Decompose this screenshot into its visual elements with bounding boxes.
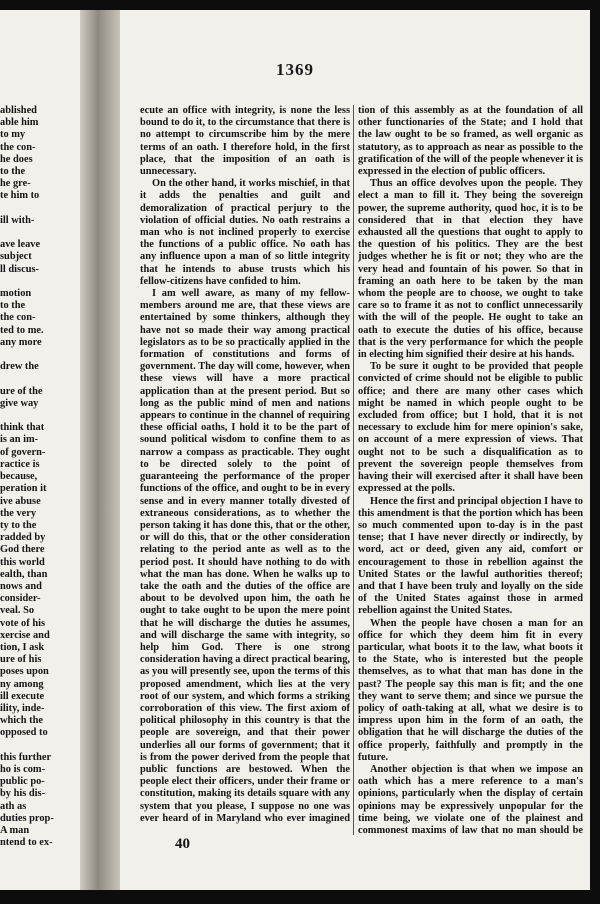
fragment-line: ny among xyxy=(0,678,44,690)
fragment-line: ave leave xyxy=(0,239,41,251)
fragment-line: ho is com- xyxy=(0,763,46,775)
fragment-line: A man xyxy=(0,824,30,836)
fragment-line xyxy=(0,203,78,215)
fragment-line: any more xyxy=(0,336,42,348)
fragment-line: which the xyxy=(0,715,44,727)
fragment-line xyxy=(0,349,78,361)
fragment-line xyxy=(0,227,78,239)
left-page-fragment-column xyxy=(0,105,78,849)
fragment-line: ive abuse xyxy=(0,495,41,507)
paragraph: To be sure it ought to be provided that people convicted of crime should not be eligible to public office; and there are many other cases which might be named in which people ought to be excluded from office; but I hold, that it is not necessary to exclude him for mere opinion's sake, on account of a mere expression of views. That ought not to be such a disqualification as to prevent the sovereign people themselves from having their will exercised after it shall have been expressed at the polls. xyxy=(358,361,583,495)
fragment-line: he does xyxy=(0,153,33,165)
fragment-line: drew the xyxy=(0,361,39,373)
fragment-line: nows and xyxy=(0,580,42,592)
fragment-line: able him xyxy=(0,117,39,129)
fragment-line: the very xyxy=(0,507,37,519)
paragraph: Thus an office devolves upon the people. They elect a man to fill it. They being the sovereign power, the supreme authority, quod hoc, it is to be considered that in that election they have exhausted all the questions that ought to apply to the question of his politics. They are the best judges whether he is fit or not; they who are the very head and fountain of his power. So that in framing an oath here to be taken by the man whom the people are to choose, we ought to take care so to frame it as not to conflict unnecessarily with the will of the people. He ought to take an oath to execute the duties of his office, because that is the very performance for which the people in electing him signified their desire at his hands. xyxy=(358,178,583,361)
paragraph: Hence the first and principal objection I have to this amendment is that the portion which has been so much commented upon to-day is in the past tense; that I have never directly or indirectly, by word, act or deed, given any aid, comfort or encouragement to those in rebellion against the United States or the lawful authorities thereof; and that I have been truly and loyally on the side of the United States against those in armed rebellion against the United States. xyxy=(358,495,583,617)
fragment-line: to the xyxy=(0,166,26,178)
page-number: 1369 xyxy=(276,60,314,79)
fragment-line: ted to me. xyxy=(0,324,44,336)
fragment-line: the con- xyxy=(0,312,36,324)
fragment-line: by his dis- xyxy=(0,788,46,800)
fragment-line: ure of his xyxy=(0,654,42,666)
fragment-line: because, xyxy=(0,471,38,483)
fragment-line: ealth, than xyxy=(0,568,48,580)
fragment-line: to my xyxy=(0,129,26,141)
fragment-line: tion, I ask xyxy=(0,641,45,653)
fragment-line: ractice is xyxy=(0,458,40,470)
fragment-line: poses upon xyxy=(0,666,49,678)
fragment-line: he gre- xyxy=(0,178,31,190)
fragment-line: vote of his xyxy=(0,617,46,629)
fragment-line: think that xyxy=(0,422,45,434)
fragment-line: duties prop- xyxy=(0,812,54,824)
paragraph: ecute an office with integrity, is none the less bound to do it, to the circumstance that there is no attempt to circumscribe him by the mere terms of an oath. I therefore hold, in the first place, that the imposition of an oath is unnecessary. xyxy=(140,105,350,178)
signature-mark: 40 xyxy=(175,836,190,852)
fragment-line: ll discus- xyxy=(0,263,39,275)
fragment-line: opposed to xyxy=(0,727,48,739)
fragment-line: this world xyxy=(0,556,45,568)
fragment-line: ntend to ex- xyxy=(0,837,53,849)
fragment-line: xercise and xyxy=(0,629,50,641)
fragment-line: this further xyxy=(0,751,52,763)
fragment-line: ath as xyxy=(0,800,27,812)
paragraph: When the people have chosen a man for an office for which they deem him fit in every particular, what boots it to the law, what boots it to the State, who is interested but the people themselves, as to what that man has done in the past? The people say this man is fit; and the one they want to serve them; and since we pursue the policy of oath-taking at all, what we desire is to impress upon him in the form of an oath, the obligation that he will discharge the duties of the office properly, faithfully and promptly in the future. xyxy=(358,617,583,763)
fragment-line: to the xyxy=(0,300,26,312)
fragment-line xyxy=(0,410,78,422)
column-divider xyxy=(353,105,354,835)
fragment-line: give way xyxy=(0,397,39,409)
fragment-line: public po- xyxy=(0,776,45,788)
fragment-line: God there xyxy=(0,544,45,556)
fragment-line: ility, inde- xyxy=(0,702,45,714)
middle-text-column xyxy=(140,105,350,825)
paragraph: I am well aware, as many of my fellow-members around me are, that these views are entertained by some thinkers, although they have not so made their way among practical legislators as to be so practically applied in the formation of constitutions and forms of government. The day will come, however, when these views will have a more practical application than at the present period. But so long as the public mind of men and nations appears to continue in the channel of requiring these official oaths, I hold it to be the part of sound political wisdom to confine them to as narrow a compass as practicable. They ought to be directed solely to the point of guaranteeing the performance of the proper functions of the office, and ought to be in every sense and in every manner totally divested of extraneous considerations, as to whether the person taking it has done this, that or the other, or will do this, that or the other consideration relating to the period ante as well as to the period post. It should have nothing to do with what the man has done. When he walks up to take the oath and the duties of the office are about to be devolved upon him, the oath he ought to take ought to be upon the mere point that he will discharge the duties he assumes, and will discharge the same with integrity, so help him God. There is one strong consideration having a direct practical bearing, as you will presently see, upon the terms of this proposed amendment, which lies at the very root of our system, and which forms a striking corroboration of this view. The first axiom of political philosophy in this country is that the people are sovereign, and that their power underlies all our forms of government; that it is from the power derived from the people that public functions are bestowed. When the people elect their officers, under their frame or constitution, making its details square with any system that you please, I suppose no one was ever heard of in Maryland who ever imagined xyxy=(140,288,350,824)
page-fold-shadow xyxy=(80,10,120,890)
fragment-line: consider- xyxy=(0,593,41,605)
fragment-line: veal. So xyxy=(0,605,35,617)
paragraph: Another objection is that when we impose an oath which has a mere reference to a man's opinions, particularly when the display of certain opinions may be expressively unpopular for the time being, we violate one of the plainest and commonest maxims of law that no man should be xyxy=(358,763,583,835)
fragment-line: te him to xyxy=(0,190,40,202)
fragment-line: of govern- xyxy=(0,446,46,458)
fragment-line: ill execute xyxy=(0,690,45,702)
document-page xyxy=(0,10,590,890)
fragment-line: the con- xyxy=(0,141,36,153)
fragment-line: motion xyxy=(0,288,32,300)
fragment-line: peration it xyxy=(0,483,47,495)
fragment-line: ablished xyxy=(0,105,37,116)
fragment-line xyxy=(0,276,78,288)
paragraph: tion of this assembly as at the foundation of all other functionaries of the State; and I hold that the law ought to be so framed, as well organic as statutory, as to approach as near as possible to the gratification of the will of the people whenever it is expressed in the election of public officers. xyxy=(358,105,583,178)
fragment-line: subject xyxy=(0,251,32,263)
fragment-line: radded by xyxy=(0,532,46,544)
fragment-line: ure of the xyxy=(0,385,43,397)
paragraph: On the other hand, it works mischief, in that it adds the penalties and guilt and demoralization of practical perjury to the violation of official duties. No oath restrains a man who is not inclined properly to exercise the functions of a public office. No oath has any influence upon a man of so little integrity that he intends to abuse trusts which his fellow-citizens have confided to him. xyxy=(140,178,350,287)
right-text-column xyxy=(358,105,583,835)
fragment-line: ill with- xyxy=(0,214,35,226)
fragment-line xyxy=(0,373,78,385)
fragment-line: is an im- xyxy=(0,434,39,446)
fragment-line xyxy=(0,740,78,752)
fragment-line: ty to the xyxy=(0,519,37,531)
